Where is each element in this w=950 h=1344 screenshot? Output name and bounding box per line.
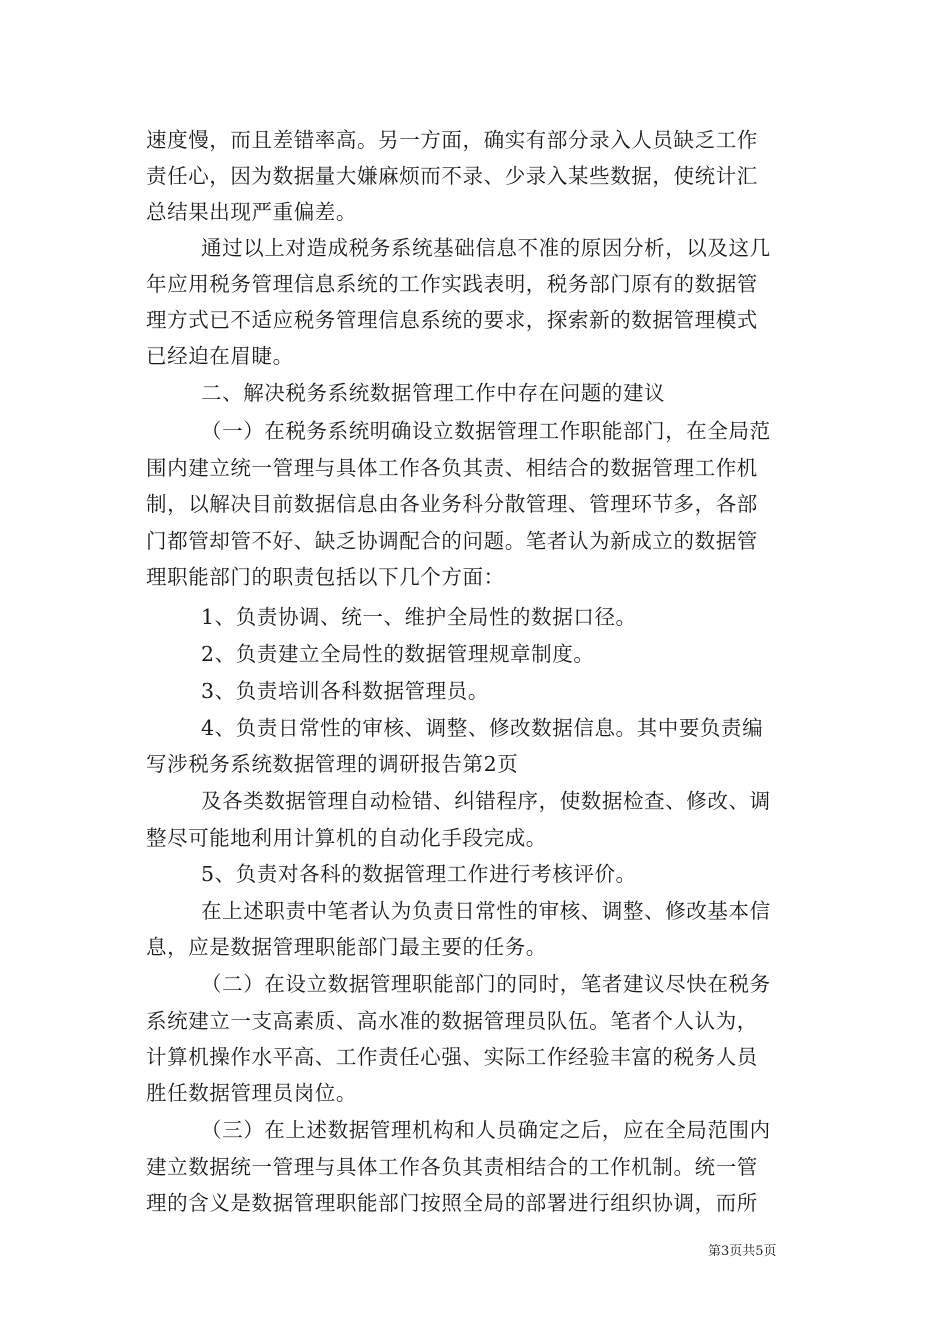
text-line: 总结果出现严重偏差。 xyxy=(146,200,357,224)
page-number: 第3页共5页 xyxy=(708,1244,777,1259)
text-line: 息，应是数据管理职能部门最主要的任务。 xyxy=(146,935,547,959)
text-line: 及各类数据管理自动检错、纠错程序，使数据检查、修改、调 xyxy=(201,789,771,813)
text-line: 责任心，因为数据量大嫌麻烦而不录、少录入某些数据，使统计汇 xyxy=(146,164,758,188)
text-line: 制，以解决目前数据信息由各业务科分散管理、管理环节多，各部 xyxy=(146,492,758,516)
text-line: 在上述职责中笔者认为负责日常性的审核、调整、修改基本信 xyxy=(201,899,771,923)
text-line: 胜任数据管理员岗位。 xyxy=(146,1081,357,1105)
list-item: 3、负责培训各科数据管理员。 xyxy=(201,679,489,703)
text-line: 整尽可能地利用计算机的自动化手段完成。 xyxy=(146,826,547,850)
text-line: 计算机操作水平高、工作责任心强、实际工作经验丰富的税务人员 xyxy=(146,1045,758,1069)
text-line: 门都管却管不好、缺乏协调配合的问题。笔者认为新成立的数据管 xyxy=(146,529,758,553)
list-item: 4、负责日常性的审核、调整、修改数据信息。其中要负责编 xyxy=(201,716,764,740)
list-item: 2、负责建立全局性的数据管理规章制度。 xyxy=(201,642,595,666)
text-line: 已经迫在眉睫。 xyxy=(146,344,294,368)
list-item: 5、负责对各科的数据管理工作进行考核评价。 xyxy=(201,862,637,886)
text-line: 通过以上对造成税务系统基础信息不准的原因分析，以及这几 xyxy=(201,236,771,260)
text-line: 理的含义是数据管理职能部门按照全局的部署进行组织协调，而所 xyxy=(146,1191,758,1215)
text-line: （二）在设立数据管理职能部门的同时，笔者建议尽快在税务 xyxy=(201,972,771,996)
text-line: 理职能部门的职责包括以下几个方面： xyxy=(146,565,505,589)
text-line: 围内建立统一管理与具体工作各负其责、相结合的数据管理工作机 xyxy=(146,456,758,480)
list-item: 1、负责协调、统一、维护全局性的数据口径。 xyxy=(201,605,637,629)
text-line: 写涉税务系统数据管理的调研报告第2页 xyxy=(146,752,519,776)
text-line: 速度慢，而且差错率高。另一方面，确实有部分录入人员缺乏工作 xyxy=(146,128,758,152)
text-line: 理方式已不适应税务管理信息系统的要求，探索新的数据管理模式 xyxy=(146,308,758,332)
text-line: （三）在上述数据管理机构和人员确定之后，应在全局范围内 xyxy=(201,1118,771,1142)
text-line: （一）在税务系统明确设立数据管理工作职能部门，在全局范 xyxy=(201,419,771,443)
section-heading: 二、解决税务系统数据管理工作中存在问题的建议 xyxy=(201,381,666,405)
text-line: 建立数据统一管理与具体工作各负其责相结合的工作机制。统一管 xyxy=(146,1155,758,1179)
text-line: 系统建立一支高素质、高水准的数据管理员队伍。笔者个人认为， xyxy=(146,1009,758,1033)
text-line: 年应用税务管理信息系统的工作实践表明，税务部门原有的数据管 xyxy=(146,272,758,296)
